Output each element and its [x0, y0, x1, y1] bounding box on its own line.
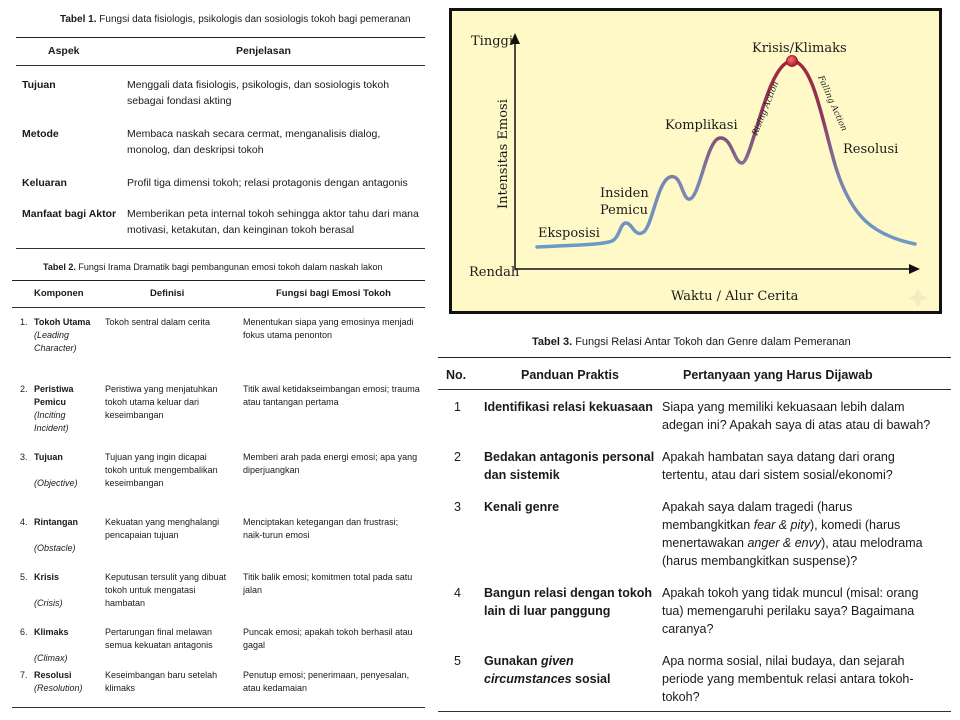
table-2-definisi: Tujuan yang ingin dicapai tokoh untuk mengembalikan keseimbangan: [105, 452, 218, 489]
sparkle-icon: [908, 288, 928, 308]
table-3-caption: Tabel 3. Fungsi Relasi Antar Tokoh dan Genre dalam Pemeranan: [532, 336, 851, 348]
dramatic-arc-diagram: [449, 8, 942, 314]
table-3-pertanyaan: Apa norma sosial, nilai budaya, dan sejarah periode yang membentuk relasi antara tokoh-tokoh?: [662, 654, 914, 705]
table-2-definisi: Tokoh sentral dalam cerita: [105, 317, 211, 327]
table-2-num: 5.: [20, 572, 28, 582]
table-1-bottom-rule: [16, 248, 425, 249]
table-2-komponen: Tokoh Utama (Leading Character): [34, 317, 91, 354]
table-2-header-komponen: Komponen: [34, 288, 84, 299]
table-3-header-pertanyaan: Pertanyaan yang Harus Dijawab: [683, 368, 873, 382]
table-1-penjelasan: Profil tiga dimensi tokoh; relasi protagonis dengan antagonis: [127, 177, 408, 189]
table-1-aspek: Keluaran: [22, 177, 67, 189]
table-1-caption: Tabel 1. Fungsi data fisiologis, psikologis dan sosiologis tokoh bagi pemeranan: [60, 14, 411, 25]
table-2-num: 1.: [20, 317, 28, 327]
table-2-num: 3.: [20, 452, 28, 462]
table-2-header-rule: [12, 307, 425, 308]
table-3-header-panduan: Panduan Praktis: [521, 368, 619, 382]
table-1-aspek: Tujuan: [22, 79, 56, 91]
table-1-header-rule: [16, 65, 425, 66]
table-2-definisi: Keseimbangan baru setelah klimaks: [105, 670, 218, 694]
table-2-fungsi: Titik awal ketidakseimbangan emosi; trauma atau tantangan pertama: [243, 384, 420, 408]
table-2-num: 7.: [20, 670, 28, 680]
table-2-komponen: Krisis (Crisis): [34, 572, 63, 609]
table-3-no: 5: [454, 654, 461, 668]
table-2-komponen: Peristiwa Pemicu (Inciting Incident): [34, 384, 74, 434]
falling-action-label: Falling Action: [815, 74, 849, 133]
table-2-fungsi: Penutup emosi; penerimaan, penyesalan, atau kedamaian: [243, 670, 410, 694]
table-1-penjelasan: Membaca naskah secara cermat, menganalisis dialog, monolog, dan deskripsi tokoh: [127, 128, 381, 156]
table-3-pertanyaan: Apakah tokoh yang tidak muncul (misal: orang tua) memengaruhi perilaku saya? Bagaimana caranya?: [662, 586, 919, 637]
rising-action-label: Rising Action: [750, 80, 782, 138]
table-2-komponen: Tujuan (Objective): [34, 452, 78, 489]
table-2-header-definisi: Definisi: [150, 288, 185, 299]
stage-label-resolusi: Resolusi: [843, 142, 899, 157]
table-1-penjelasan: Menggali data fisiologis, psikologis, dan sosiologis tokoh sebagai fondasi akting: [127, 79, 390, 107]
table-3-no: 1: [454, 400, 461, 414]
stage-label-pemicu: Pemicu: [600, 203, 648, 218]
table-3-top-rule: [438, 357, 951, 358]
table-2-fungsi: Menciptakan ketegangan dan frustrasi; naik-turun emosi: [243, 517, 399, 541]
table-3-pertanyaan: Apakah saya dalam tragedi (harus membangkitkan fear & pity), komedi (harus menertawakan anger & envy), atau melodrama (harus membangkitkan suspense)?: [662, 500, 923, 569]
table-2-definisi: Keputusan tersulit yang dibuat tokoh untuk mengatasi hambatan: [105, 572, 227, 609]
table-3-panduan: Kenali genre: [484, 500, 560, 514]
table-1-aspek: Metode: [22, 128, 59, 140]
table-1-top-rule: [16, 37, 425, 38]
table-3-no: 2: [454, 450, 461, 464]
table-2-fungsi: Memberi arah pada energi emosi; apa yang diperjuangkan: [243, 452, 418, 476]
table-3-pertanyaan: Apakah hambatan saya datang dari orang tertentu, atau dari sistem sosial/ekonomi?: [662, 450, 895, 483]
table-2-caption: Tabel 2. Fungsi Irama Dramatik bagi pembangunan emosi tokoh dalam naskah lakon: [43, 262, 383, 272]
climax-peak-marker: [787, 56, 798, 67]
y-axis-label: Intensitas Emosi: [496, 99, 511, 209]
table-3-no: 4: [454, 586, 461, 600]
table-3-header-no: No.: [446, 368, 467, 382]
table-3-panduan: Bangun relasi dengan tokoh lain di luar panggung: [484, 586, 653, 619]
table-2-definisi: Pertarungan final melawan semua kekuatan antagonis: [105, 627, 213, 651]
table-2-num: 4.: [20, 517, 28, 527]
table-2-definisi: Kekuatan yang menghalangi pencapaian tujuan: [105, 517, 220, 541]
table-2-fungsi: Titik balik emosi; komitmen total pada satu jalan: [243, 572, 413, 596]
table-2-komponen: Klimaks (Climax): [34, 627, 69, 664]
table-2-definisi: Peristiwa yang menjatuhkan tokoh utama keluar dari keseimbangan: [105, 384, 218, 421]
table-2-fungsi: Menentukan siapa yang emosinya menjadi fokus utama penonton: [243, 317, 414, 341]
table-3-panduan: Identifikasi relasi kekuasaan: [484, 400, 653, 414]
stage-label-komplikasi: Komplikasi: [665, 118, 738, 133]
table-2-komponen: Rintangan (Obstacle): [34, 517, 78, 554]
table-3-header-rule: [438, 389, 951, 390]
stage-label-eksposisi: Eksposisi: [538, 226, 600, 241]
table-2-num: 2.: [20, 384, 28, 394]
x-axis-arrow: [909, 264, 920, 274]
x-axis-label: Waktu / Alur Cerita: [671, 289, 799, 304]
dramatic-arc-svg: [452, 11, 939, 311]
table-2-header-fungsi: Fungsi bagi Emosi Tokoh: [276, 288, 391, 299]
stage-label-klimaks: Krisis/Klimaks: [752, 41, 847, 56]
table-3-no: 3: [454, 500, 461, 514]
table-3-panduan: Bedakan antagonis personal dan sistemik: [484, 450, 655, 483]
table-2-fungsi: Puncak emosi; apakah tokoh berhasil atau gagal: [243, 627, 413, 651]
table-1-aspek: Manfaat bagi Aktor: [22, 208, 117, 220]
table-1-header-aspek: Aspek: [48, 45, 80, 57]
table-3-bottom-rule: [438, 711, 951, 712]
y-bottom-label: Rendah: [469, 265, 520, 280]
stage-label-insiden: Insiden: [600, 186, 649, 201]
table-1-header-penjelasan: Penjelasan: [236, 45, 291, 57]
table-2-komponen: Resolusi (Resolution): [34, 670, 83, 694]
table-3-pertanyaan: Siapa yang memiliki kekuasaan lebih dalam adegan ini? Apakah saya di atas atau di bawah?: [662, 400, 931, 433]
table-2-num: 6.: [20, 627, 28, 637]
y-top-label: Tinggi: [471, 34, 514, 49]
table-2-bottom-rule: [12, 707, 425, 708]
table-3-panduan: Gunakan given circumstances sosial: [484, 654, 611, 687]
table-2-top-rule: [12, 280, 425, 281]
table-1-penjelasan: Memberikan peta internal tokoh sehingga aktor tahu dari mana motivasi, ketakutan, dan keinginan tokoh berasal: [127, 208, 419, 236]
